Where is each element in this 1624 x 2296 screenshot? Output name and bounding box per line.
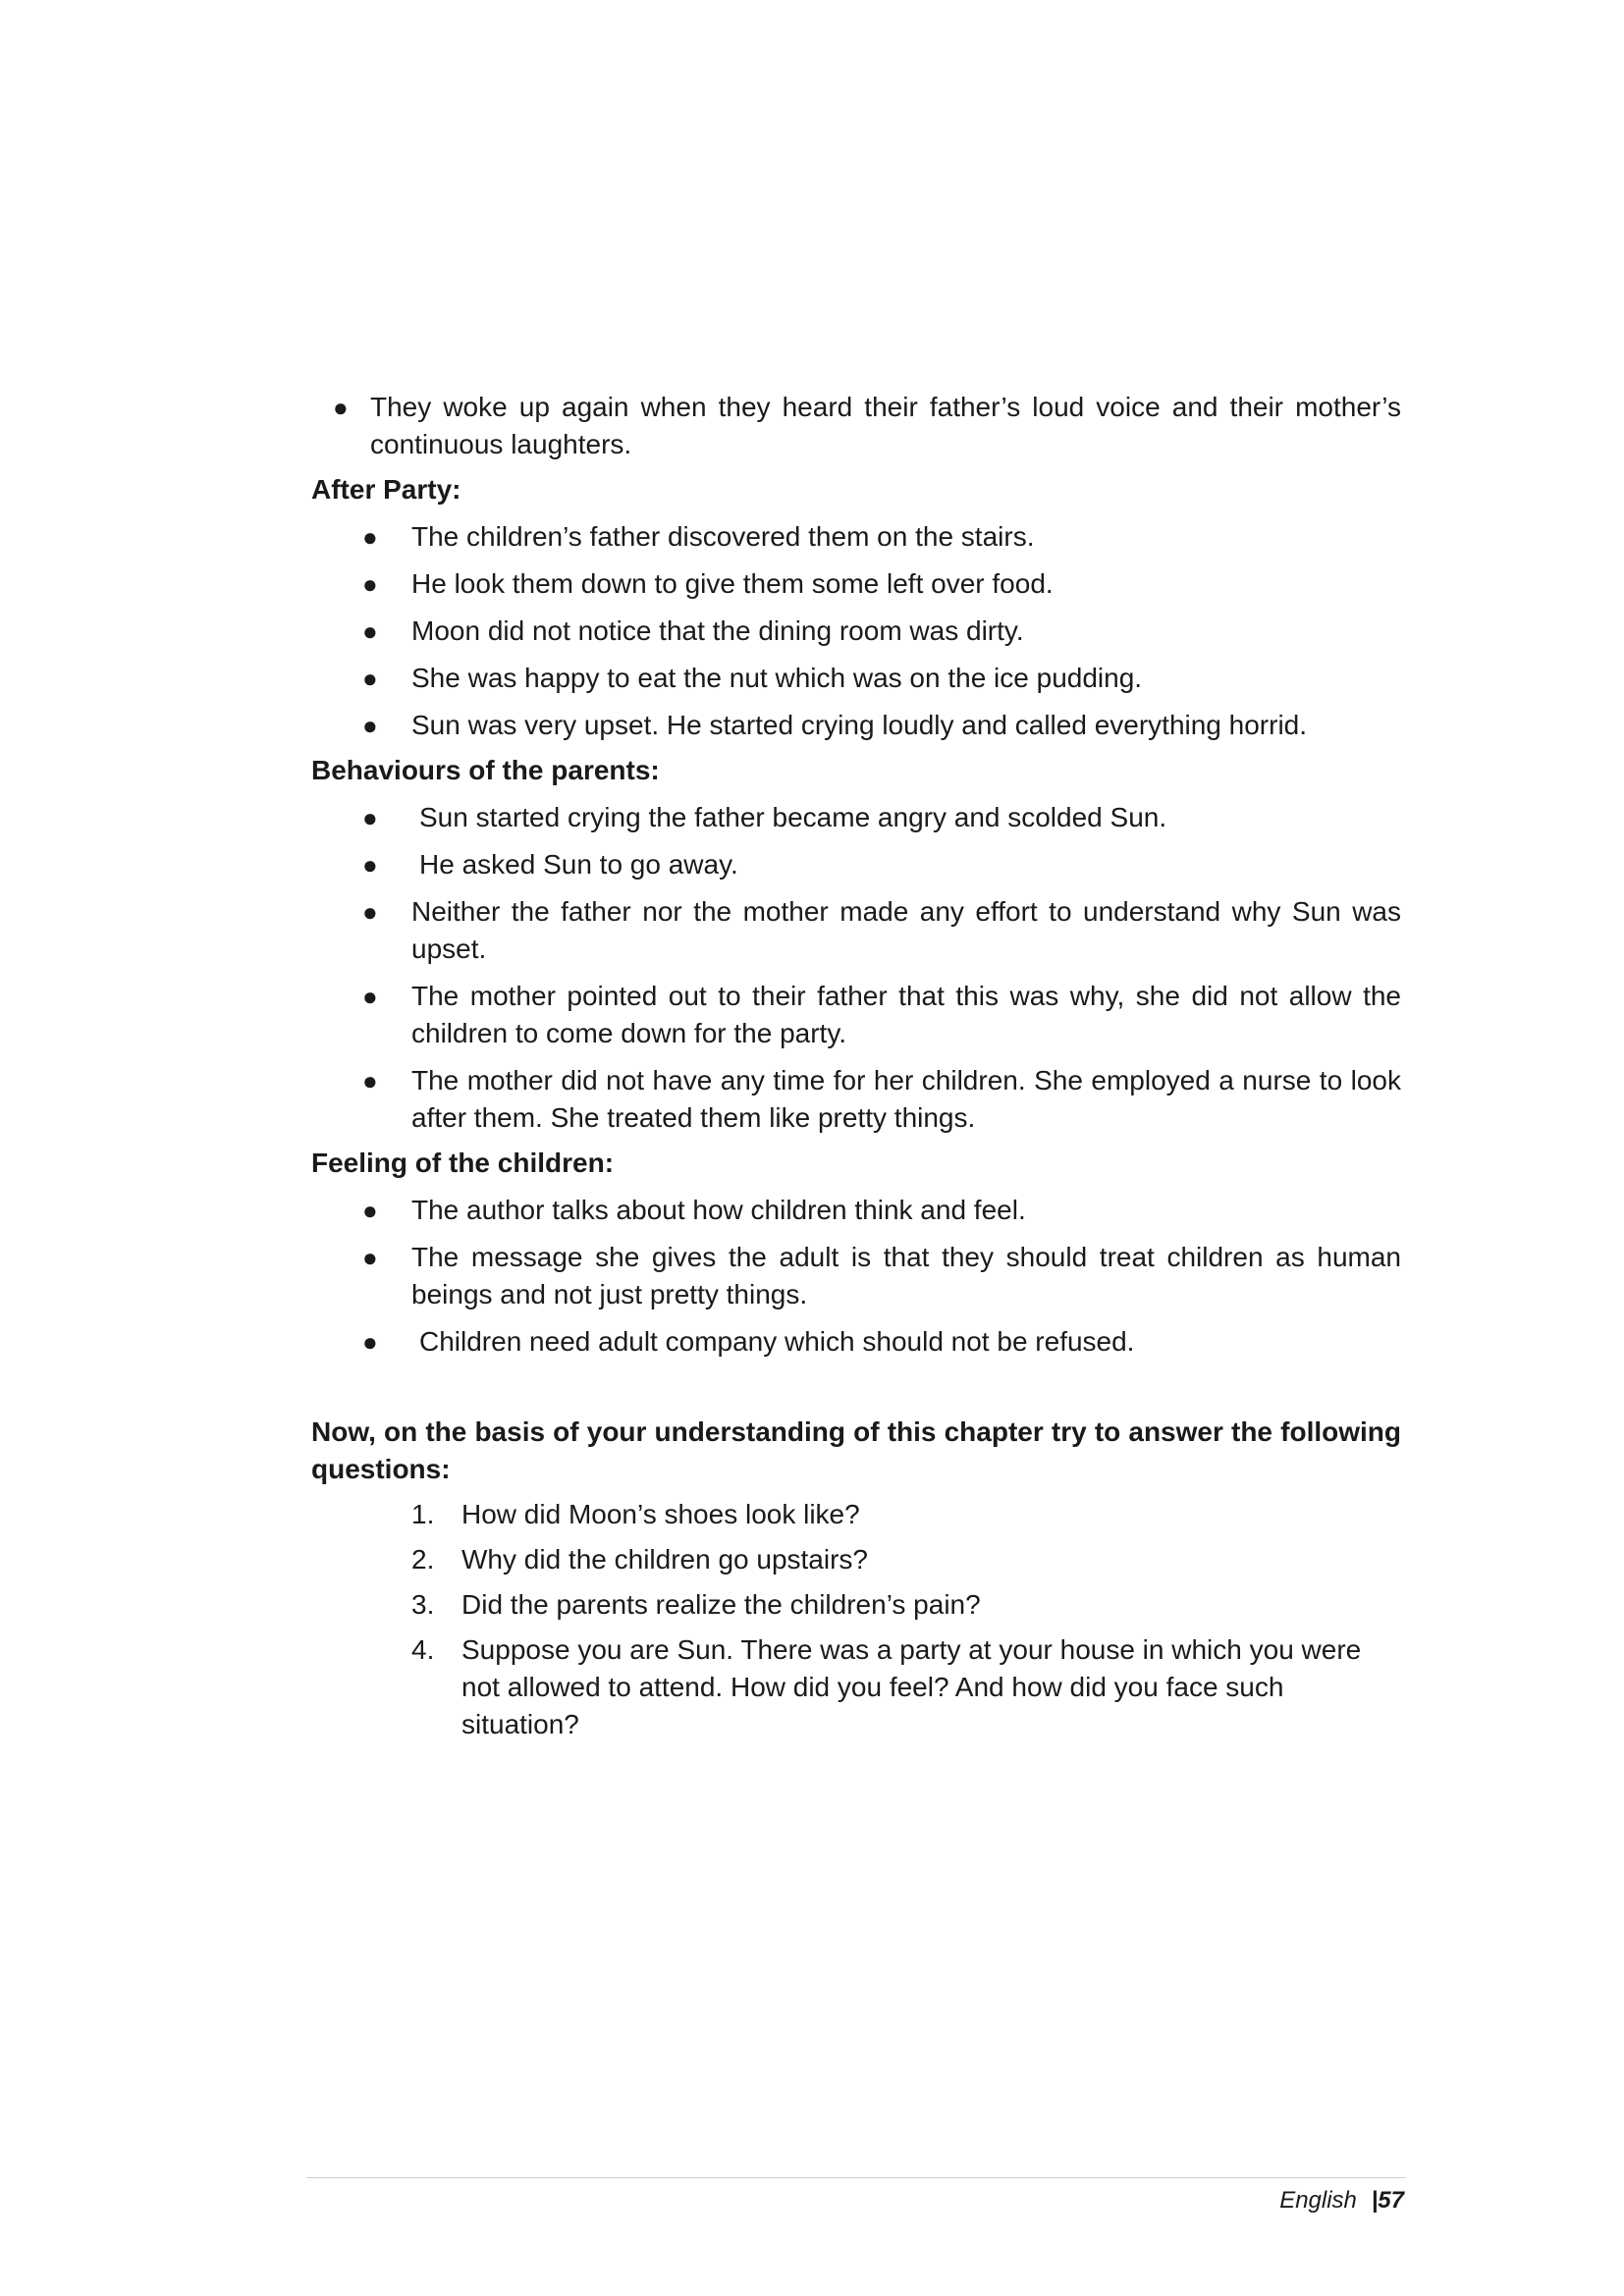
- questions-heading: Now, on the basis of your understanding of this chapter try to answer the following questions:: [311, 1416, 1401, 1484]
- page-footer: [1279, 2185, 1404, 2216]
- feeling-list: [311, 1192, 1401, 1361]
- after-party-list: [311, 518, 1401, 744]
- list-item: [311, 565, 1401, 603]
- question-number: 2.: [411, 1544, 435, 1575]
- list-item: [311, 1323, 1401, 1361]
- page-content: [311, 389, 1401, 1743]
- footer-separator: |: [1371, 2187, 1379, 2214]
- bullet-icon: ●: [362, 897, 378, 927]
- list-item: [311, 1239, 1401, 1313]
- footer-divider: [306, 2177, 1406, 2178]
- question-item: [311, 1586, 1401, 1624]
- bullet-icon: ●: [362, 711, 378, 740]
- page-number: 57: [1378, 2187, 1404, 2214]
- bullet-icon: ●: [362, 664, 378, 693]
- section-heading-feeling: Feeling of the children:: [311, 1148, 615, 1178]
- intro-bullet-list: [311, 389, 1401, 463]
- list-item-text: Children need adult company which should not be refused.: [419, 1326, 1135, 1357]
- list-item-text: Neither the father nor the mother made any effort to understand why Sun was upset.: [411, 896, 1401, 964]
- questions-list: [311, 1496, 1401, 1743]
- bullet-icon: ●: [362, 803, 378, 832]
- list-item-text: They woke up again when they heard their father’s loud voice and their mother’s continuous laughters.: [370, 392, 1401, 459]
- bullet-icon: ●: [362, 1066, 378, 1095]
- question-number: 3.: [411, 1589, 435, 1620]
- question-item: [311, 1541, 1401, 1578]
- list-item: [311, 707, 1401, 744]
- list-item-text: The children’s father discovered them on the stairs.: [411, 521, 1035, 552]
- question-item: [311, 1631, 1401, 1743]
- list-item-text: Moon did not notice that the dining room was dirty.: [411, 615, 1024, 646]
- list-item-text: The message she gives the adult is that they should treat children as human beings and not just pretty things.: [411, 1242, 1401, 1309]
- list-item: [311, 846, 1401, 883]
- list-item-text: He look them down to give them some left over food.: [411, 568, 1054, 599]
- question-number: 4.: [411, 1634, 435, 1665]
- list-item-text: She was happy to eat the nut which was on the ice pudding.: [411, 663, 1143, 693]
- question-number: 1.: [411, 1499, 435, 1529]
- list-item-text: The author talks about how children think and feel.: [411, 1195, 1026, 1225]
- footer-subject: English: [1279, 2187, 1357, 2214]
- list-item: [311, 518, 1401, 556]
- bullet-icon: ●: [362, 616, 378, 646]
- list-item-text: The mother did not have any time for her children. She employed a nurse to look after them. She treated them like pretty things.: [411, 1065, 1401, 1133]
- bullet-icon: ●: [362, 522, 378, 552]
- question-text: Did the parents realize the children’s pain?: [461, 1589, 981, 1620]
- list-item-text: He asked Sun to go away.: [419, 849, 738, 880]
- bullet-icon: ●: [362, 1243, 378, 1272]
- section-heading-behaviours: Behaviours of the parents:: [311, 755, 660, 785]
- question-text: How did Moon’s shoes look like?: [461, 1499, 860, 1529]
- question-item: [311, 1496, 1401, 1533]
- question-text: Why did the children go upstairs?: [461, 1544, 868, 1575]
- list-item: [311, 799, 1401, 836]
- list-item: [311, 978, 1401, 1052]
- question-text: Suppose you are Sun. There was a party at your house in which you were not allowed to attend. How did you feel? And how did you face such situation?: [461, 1634, 1362, 1739]
- bullet-icon: ●: [333, 393, 349, 422]
- list-item: [311, 389, 1401, 463]
- list-item: [311, 1192, 1401, 1229]
- bullet-icon: ●: [362, 850, 378, 880]
- section-heading-after-party: After Party:: [311, 474, 461, 505]
- list-item-text: The mother pointed out to their father that this was why, she did not allow the children to come down for the party.: [411, 981, 1401, 1048]
- list-item: [311, 613, 1401, 650]
- list-item-text: Sun was very upset. He started crying loudly and called everything horrid.: [411, 710, 1308, 740]
- list-item: [311, 1062, 1401, 1137]
- list-item: [311, 893, 1401, 968]
- bullet-icon: ●: [362, 569, 378, 599]
- bullet-icon: ●: [362, 1327, 378, 1357]
- bullet-icon: ●: [362, 982, 378, 1011]
- list-item: [311, 660, 1401, 697]
- behaviours-list: [311, 799, 1401, 1137]
- bullet-icon: ●: [362, 1196, 378, 1225]
- list-item-text: Sun started crying the father became angry and scolded Sun.: [419, 802, 1167, 832]
